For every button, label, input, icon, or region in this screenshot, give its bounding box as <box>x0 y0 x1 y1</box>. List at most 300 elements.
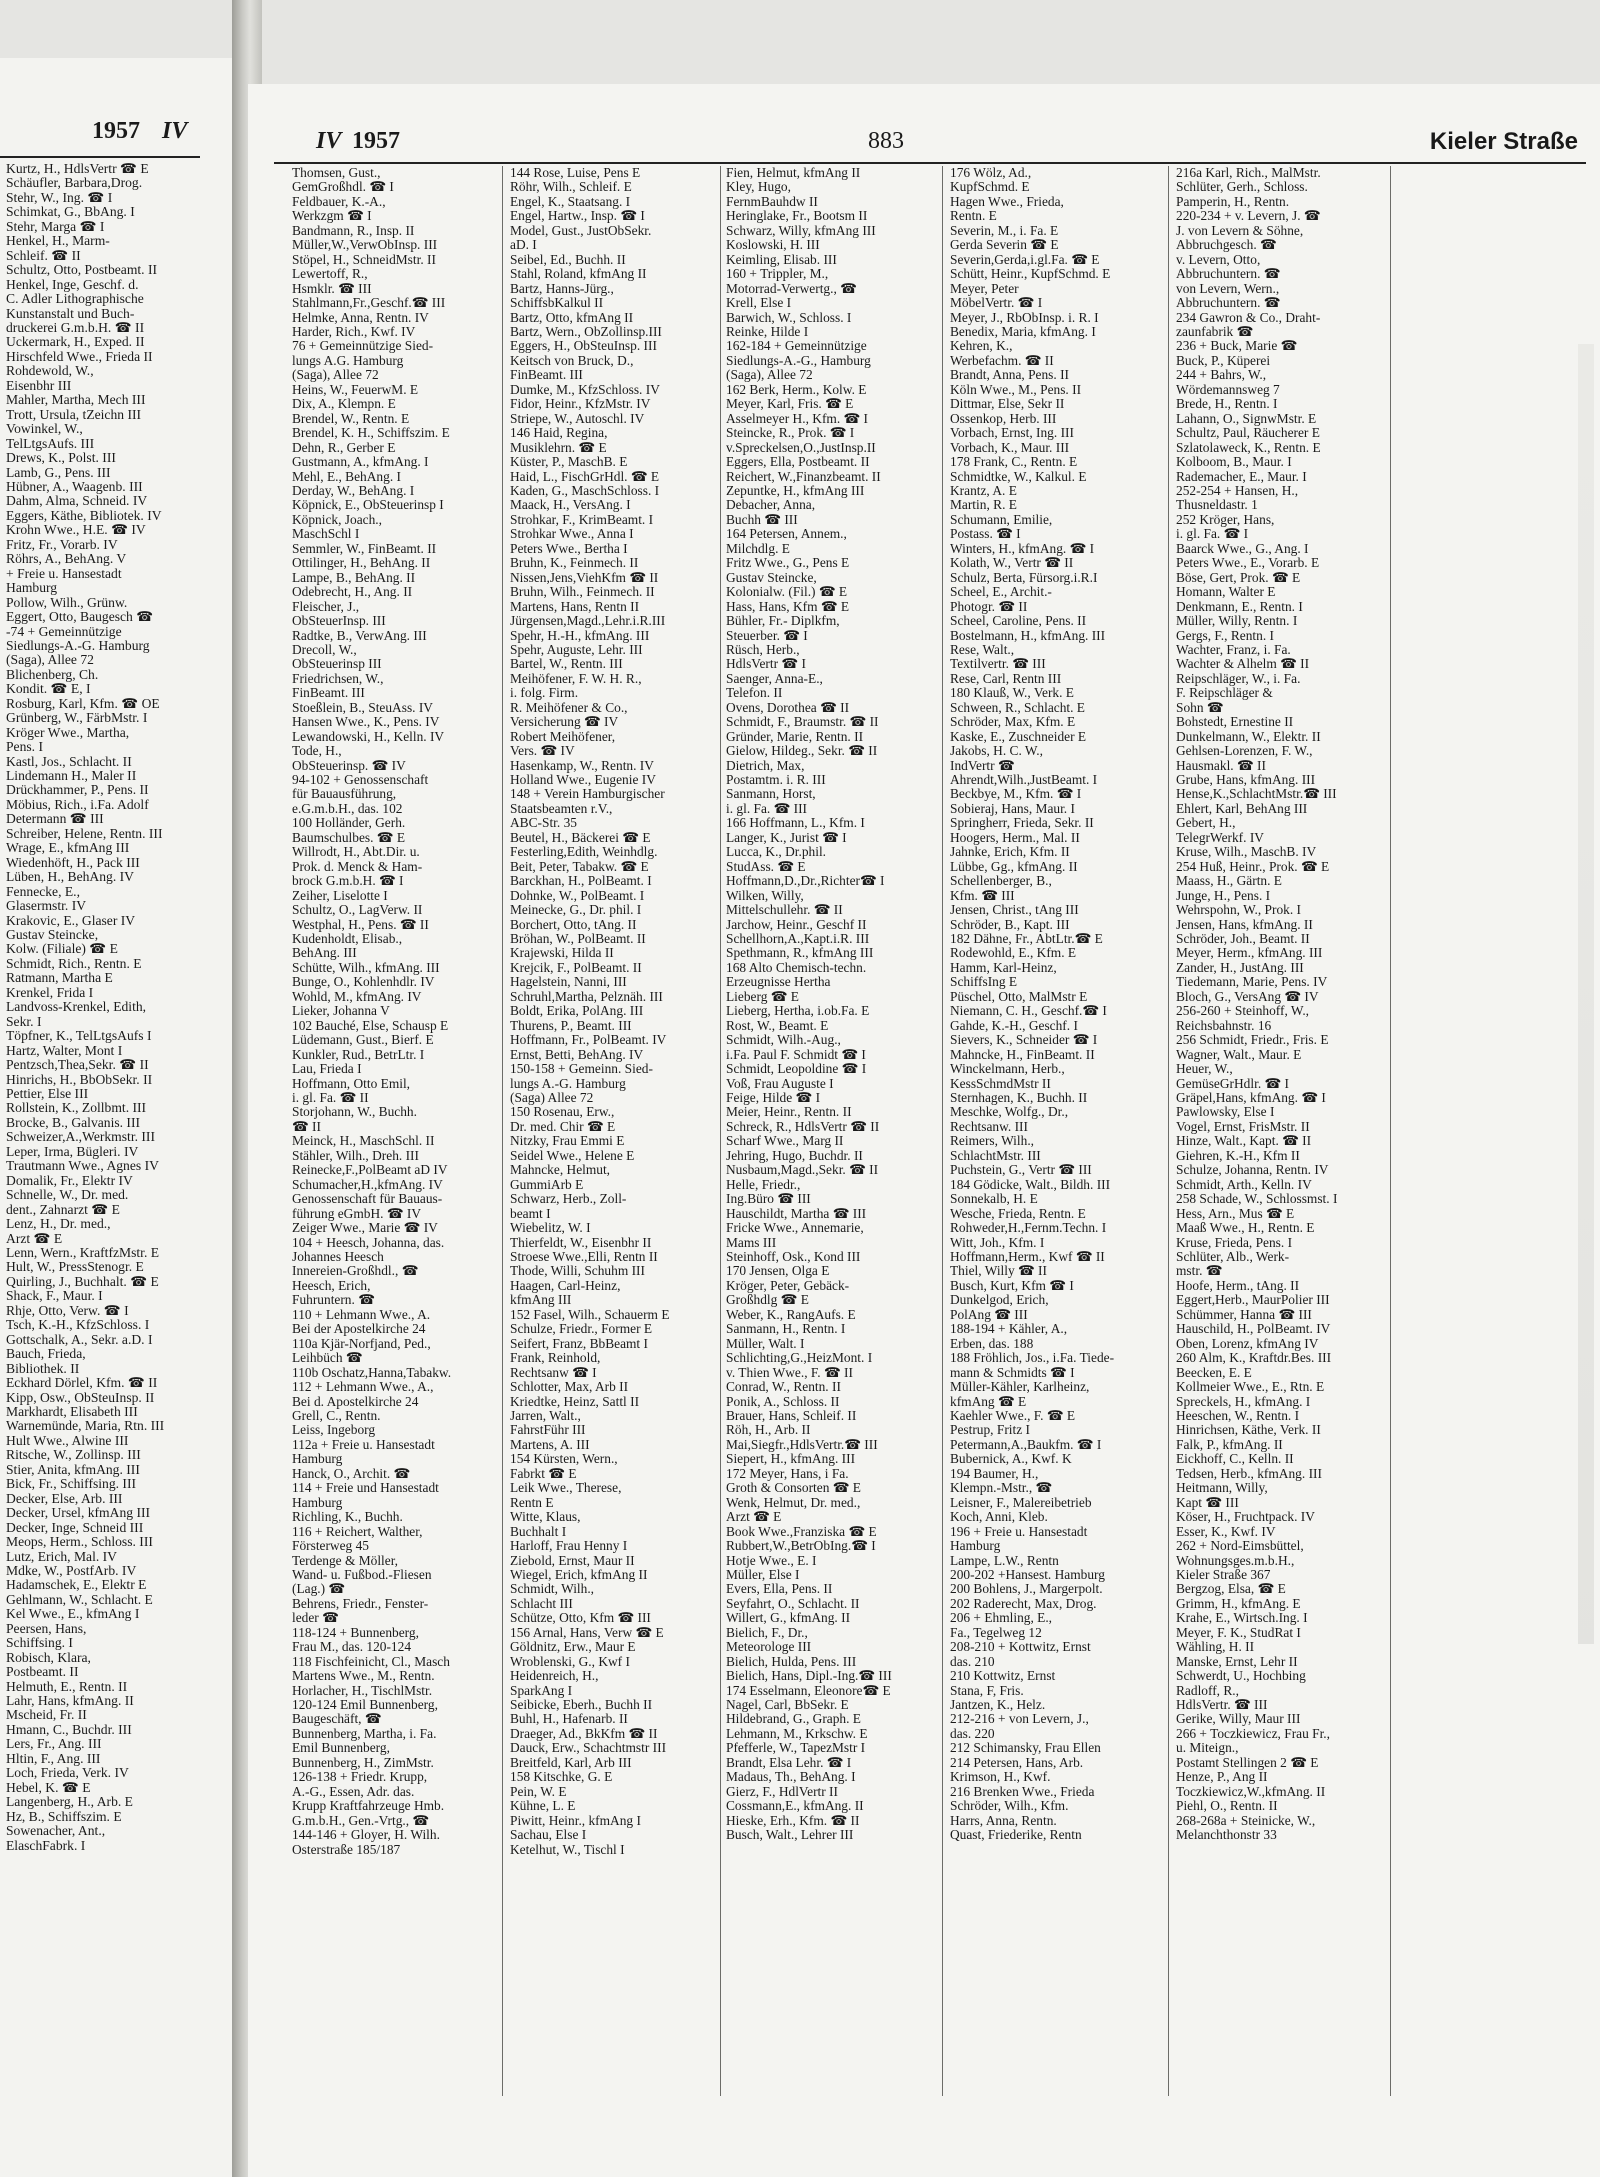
directory-entry: Hoffmann, Fr., PolBeamt. IV <box>510 1033 667 1048</box>
directory-entry: Maass, H., Gärtn. E <box>1176 874 1282 889</box>
left-page-entry: Drückhammer, P., Pens. II <box>6 783 149 798</box>
directory-entry: Kaehler Wwe., F. ☎ E <box>950 1408 1076 1423</box>
directory-column-3 <box>726 166 932 1843</box>
directory-entry: MaschSchl I <box>292 527 360 542</box>
directory-entry: Harloff, Frau Henny I <box>510 1539 628 1554</box>
directory-column-2 <box>510 166 716 1857</box>
directory-entry: Försterweg 45 <box>292 1539 369 1554</box>
left-page-entry: Brocke, B., Galvanis. III <box>6 1115 141 1130</box>
directory-entry: Willert, G., kfmAng. II <box>726 1611 851 1626</box>
directory-entry: 166 Hoffmann, L., Kfm. I <box>726 816 865 831</box>
directory-entry: Steuerber. ☎ I <box>726 628 808 643</box>
directory-entry: Bruhn, K., Feinmech. II <box>510 556 639 571</box>
directory-entry: Schwarz, Herb., Zoll- <box>510 1192 627 1207</box>
directory-entry: Groth & Consorten ☎ E <box>726 1481 861 1496</box>
directory-entry: Gründer, Marie, Rentn. II <box>726 729 864 744</box>
directory-entry: Feige, Hilde ☎ I <box>726 1091 821 1105</box>
directory-entry: Lieberg ☎ E <box>726 989 799 1004</box>
directory-entry: Schellenberger, B., <box>950 874 1052 889</box>
left-page-entry: Pens. I <box>6 740 44 755</box>
directory-entry: Heeschen, W., Rentn. I <box>1176 1408 1300 1423</box>
directory-entry: Frau M., das. 120-124 <box>292 1640 412 1655</box>
directory-entry: SchlachtMstr. III <box>950 1148 1041 1163</box>
directory-entry: Abbruchuntern. ☎ <box>1176 296 1281 311</box>
directory-entry: Westphal, H., Pens. ☎ II <box>292 917 429 932</box>
directory-entry: 184 Gödicke, Walt., Bildh. III <box>950 1177 1111 1192</box>
directory-entry: Cossmann,E., kfmAng. II <box>726 1799 864 1814</box>
directory-entry: Scharf Wwe., Marg II <box>726 1134 844 1149</box>
directory-entry: Mahncke, H., FinBeamt. II <box>950 1047 1095 1062</box>
directory-entry: Püschel, Otto, MalMstr E <box>950 989 1088 1004</box>
directory-entry: Spehr, H.-H., kfmAng. III <box>510 628 650 643</box>
directory-entry: Buchh ☎ III <box>726 512 798 527</box>
directory-entry: Krejcik, F., PolBeamt. II <box>510 960 642 975</box>
directory-entry: Grell, C., Rentn. <box>292 1408 381 1423</box>
left-page-entry: Töpfner, K., TelLtgsAufs I <box>6 1029 152 1044</box>
left-page-entry: Wrage, E., kfmAng III <box>6 841 130 856</box>
directory-entry: Meyer, Herm., kfmAng. III <box>1176 946 1323 961</box>
directory-entry: Kieler Straße 367 <box>1176 1567 1271 1582</box>
directory-entry: Mittelschullehr. ☎ II <box>726 903 843 918</box>
directory-entry: Hinze, Walt., Kapt. ☎ II <box>1176 1134 1312 1149</box>
directory-entry: Rademacher, E., Maur. I <box>1176 469 1307 484</box>
directory-entry: Homann, Walter E <box>1176 585 1276 600</box>
directory-entry: Tode, H., <box>292 744 342 759</box>
directory-entry: Hsmklr. ☎ III <box>292 281 372 296</box>
left-page-entry: Fennecke, E., <box>6 884 80 899</box>
left-page-entry: Peersen, Hans, <box>6 1621 87 1636</box>
directory-entry: 216 Brenken Wwe., Frieda <box>950 1784 1095 1799</box>
directory-entry: Meschke, Wolfg., Dr., <box>950 1105 1069 1120</box>
directory-entry: Gehlsen-Lorenzen, F. W., <box>1176 744 1313 759</box>
directory-entry: Ponik, A., Schloss. II <box>726 1394 840 1409</box>
directory-entry: Ing.Büro ☎ III <box>726 1192 811 1207</box>
directory-entry: Horlacher, H., TischlMstr. <box>292 1683 433 1698</box>
left-page-entry: Determann ☎ III <box>6 812 104 827</box>
directory-entry: 144 Rose, Luise, Pens E <box>510 166 641 180</box>
directory-entry: 236 + Buck, Marie ☎ <box>1176 339 1298 354</box>
directory-entry: Friedrichsen, W., <box>292 671 384 686</box>
directory-entry: Jürgensen,Magd.,Lehr.i.R.III <box>510 614 666 629</box>
directory-entry: Pfefferle, W., TapezMstr I <box>726 1741 866 1756</box>
directory-entry: Kriedtke, Heinz, Sattl II <box>510 1394 640 1409</box>
left-page-entry: Siedlungs-A.-G. Hamburg <box>6 638 150 653</box>
directory-entry: Robert Meihöfener, <box>510 729 616 744</box>
directory-entry: Schlüter, Alb., Werk- <box>1176 1249 1290 1264</box>
directory-entry: Zepuntke, H., kfmAng III <box>726 483 865 498</box>
directory-entry: Krajewski, Hilda II <box>510 946 614 961</box>
directory-entry: Kehren, K., <box>950 339 1013 354</box>
directory-entry: 194 Baumer, H., <box>950 1466 1039 1481</box>
directory-entry: Hieske, Erh., Kfm. ☎ II <box>726 1813 860 1828</box>
directory-entry: Eggert,Herb., MaurPolier III <box>1176 1293 1330 1308</box>
left-page-entry: Fritz, Fr., Vorarb. IV <box>6 537 118 552</box>
directory-entry: kfmAng III <box>510 1293 572 1308</box>
directory-entry: Schwarz, Willy, kfmAng III <box>726 223 876 238</box>
directory-entry: Emil Bunnenberg, <box>292 1741 390 1756</box>
left-page-entry: Ratmann, Martha E <box>6 971 113 986</box>
directory-entry: Müller-Kähler, Karlheinz, <box>950 1380 1090 1395</box>
directory-entry: Schmidt, Leopoldine ☎ I <box>726 1062 867 1077</box>
left-page-entry: Schimkat, G., BbAng. I <box>6 205 135 220</box>
directory-entry: J. von Levern & Söhne, <box>1176 223 1304 238</box>
column-divider <box>1390 166 1391 2096</box>
directory-entry: Schmidt, F., Braumstr. ☎ II <box>726 715 879 730</box>
directory-entry: 158 Kitschke, G. E <box>510 1770 613 1785</box>
directory-entry: e.G.m.b.H., das. 102 <box>292 801 403 816</box>
directory-entry: Bartel, W., Rentn. III <box>510 657 623 672</box>
directory-entry: lungs A.G. Hamburg <box>292 353 404 368</box>
directory-entry: Thurens, P., Beamt. III <box>510 1018 632 1033</box>
directory-entry: Schmidt, Wilh., <box>510 1582 595 1597</box>
directory-entry: 170 Jensen, Olga E <box>726 1264 830 1279</box>
directory-entry: Köpnick, Joach., <box>292 512 382 527</box>
directory-entry: Innereien-Großhdl., ☎ <box>292 1264 419 1279</box>
directory-entry: Buhl, H., Hafenarb. II <box>510 1712 628 1727</box>
directory-entry: Koslowski, H. III <box>726 238 820 253</box>
directory-entry: Wohld, M., kfmAng. IV <box>292 989 422 1004</box>
directory-entry: Heuer, W., <box>1176 1062 1233 1077</box>
left-page-entry: Sowenacher, Ant., <box>6 1824 106 1839</box>
directory-entry: Meyer, Peter <box>950 281 1019 296</box>
left-page-entry: Lenz, H., Dr. med., <box>6 1217 111 1232</box>
directory-entry: Winckelmann, Herb., <box>950 1062 1065 1077</box>
directory-entry: Ernst, Betti, BehAng. IV <box>510 1047 644 1062</box>
directory-entry: Oben, Lorenz, kfmAng IV <box>1176 1336 1319 1351</box>
directory-entry: Krimson, H., Kwf. <box>950 1770 1051 1785</box>
directory-entry: Bartz, Hanns-Jürg., <box>510 281 614 296</box>
left-page-entry: Sekr. I <box>6 1014 42 1029</box>
directory-entry: Meyer, Karl, Fris. ☎ E <box>726 397 854 412</box>
directory-entry: 200 Bohlens, J., Margerpolt. <box>950 1582 1103 1597</box>
directory-entry: Bielich, F., Dr., <box>726 1625 808 1640</box>
directory-entry: Brauer, Hans, Schleif. II <box>726 1408 857 1423</box>
directory-entry: Maack, H., VersAng. I <box>510 498 631 513</box>
directory-entry: Wagner, Walt., Maur. E <box>1176 1047 1302 1062</box>
directory-entry: Gergs, F., Rentn. I <box>1176 628 1274 643</box>
directory-entry: Thode, Willi, Schuhm III <box>510 1264 645 1279</box>
directory-entry: Dumke, M., KfzSchloss. IV <box>510 382 660 397</box>
directory-entry: Model, Gust., JustObSekr. <box>510 223 652 238</box>
directory-entry: Kolboom, B., Maur. I <box>1176 455 1292 470</box>
directory-entry: Fabrkt ☎ E <box>510 1466 577 1481</box>
directory-entry: Thiel, Willy ☎ II <box>950 1264 1047 1279</box>
directory-entry: Vorbach, K., Maur. III <box>950 440 1070 455</box>
directory-entry: Fuhruntern. ☎ <box>292 1293 375 1308</box>
directory-entry: Siedlungs-A.-G., Hamburg <box>726 353 871 368</box>
directory-entry: Pein, W. E <box>510 1784 567 1799</box>
directory-entry: Leihbüch ☎ <box>292 1351 363 1366</box>
directory-entry: 258 Schade, W., Schlossmst. I <box>1176 1192 1338 1207</box>
directory-entry: Severin, M., i. Fa. E <box>950 223 1059 238</box>
directory-entry: Harder, Rich., Kwf. IV <box>292 324 416 339</box>
directory-entry: Hagen Wwe., Frieda, <box>950 194 1064 209</box>
directory-entry: Kröger, Peter, Gebäck- <box>726 1278 850 1293</box>
left-page-entry: Kunstanstalt und Buch- <box>6 306 135 321</box>
directory-entry: Schulze, Johanna, Rentn. IV <box>1176 1163 1329 1178</box>
directory-entry: Schmidt, Arth., Kelln. IV <box>1176 1177 1312 1192</box>
left-page-entry: Domalik, Fr., Elektr IV <box>6 1173 133 1188</box>
left-page-entry: Schweizer,A.,Werkmstr. III <box>6 1130 155 1145</box>
left-page-entry: Vowinkel, W., <box>6 422 83 437</box>
directory-entry: das. 220 <box>950 1726 995 1741</box>
directory-entry: A.-G., Essen, Adr. das. <box>292 1784 415 1799</box>
directory-entry: 268-268a + Steinicke, W., <box>1176 1813 1316 1828</box>
left-page-entry: TelLtgsAufs. III <box>6 436 95 451</box>
directory-entry: 160 + Trippler, M., <box>726 267 829 282</box>
directory-entry: Spreckels, H., kfmAng. I <box>1176 1394 1311 1409</box>
directory-entry: Meinck, H., MaschSchl. II <box>292 1134 435 1149</box>
directory-entry: Rentn. E <box>950 209 997 224</box>
directory-entry: mann & Schmidts ☎ I <box>950 1365 1075 1380</box>
directory-entry: Hamm, Karl-Heinz, <box>950 960 1057 975</box>
directory-entry: Benedix, Maria, kfmAng. I <box>950 324 1096 339</box>
directory-entry: Dohnke, W., PolBeamt. I <box>510 888 645 903</box>
directory-entry: 182 Dähne, Fr., AbtLtr.☎ E <box>950 932 1103 947</box>
left-page-entry: Henkel, H., Marm- <box>6 234 110 249</box>
directory-entry: Seibicke, Eberh., Buchh II <box>510 1698 653 1713</box>
directory-entry: Hamburg <box>292 1495 343 1510</box>
directory-entry: Keimling, Elisab. III <box>726 252 837 267</box>
directory-entry: Hildebrand, G., Graph. E <box>726 1712 861 1727</box>
directory-entry: Schröder, B., Kapt. III <box>950 917 1070 932</box>
directory-entry: Schwerdt, U., Hochbing <box>1176 1669 1306 1684</box>
directory-entry: Petermann,A.,Baukfm. ☎ I <box>950 1437 1102 1452</box>
directory-entry: Dauck, Erw., Schachtmstr III <box>510 1741 667 1756</box>
directory-column-1 <box>292 166 498 1857</box>
directory-entry: TelegrWerkf. IV <box>1176 830 1264 845</box>
directory-entry: 150 Rosenau, Erw., <box>510 1105 615 1120</box>
left-page-entry: Hebel, K. ☎ E <box>6 1780 91 1795</box>
directory-entry: Bunnenberg, H., ZimMstr. <box>292 1755 434 1770</box>
directory-entry: Gerda Severin ☎ E <box>950 238 1059 253</box>
directory-entry: Lehmann, M., Krkschw. E <box>726 1726 868 1741</box>
directory-entry: Thusneldastr. 1 <box>1176 498 1258 513</box>
directory-entry: 146 Haid, Regina, <box>510 426 608 441</box>
directory-entry: Striepe, W., Autoschl. IV <box>510 411 645 426</box>
directory-entry: Ehlert, Karl, BehAng III <box>1176 801 1308 816</box>
directory-entry: Bielich, Hulda, Pens. III <box>726 1654 857 1669</box>
directory-entry: 212-216 + von Levern, J., <box>950 1712 1089 1727</box>
directory-entry: Schween, R., Schlacht. E <box>950 700 1085 715</box>
directory-entry: Dehn, R., Gerber E <box>292 440 396 455</box>
page-edge-shadow <box>1578 344 1594 1644</box>
directory-entry: Sanmann, Horst, <box>726 787 816 802</box>
directory-entry: Barwich, W., Schloss. I <box>726 310 852 325</box>
directory-entry: 200-202 +Hansest. Hamburg <box>950 1567 1105 1582</box>
left-page-entry: Stehr, Marga ☎ I <box>6 219 105 234</box>
directory-entry: Gräpel,Hans, kfmAng. ☎ I <box>1176 1091 1326 1105</box>
directory-entry: FahrstFühr III <box>510 1423 586 1438</box>
directory-entry: Reinke, Hilde I <box>726 324 809 339</box>
directory-entry: führung eGmbH. ☎ IV <box>292 1206 421 1221</box>
directory-entry: Denkmann, E., Rentn. I <box>1176 599 1303 614</box>
directory-entry: Photogr. ☎ II <box>950 599 1028 614</box>
directory-entry: SchiffsbKalkul II <box>510 296 604 311</box>
directory-entry: 252 Kröger, Hans, <box>1176 512 1275 527</box>
left-page-entry: Ritsche, W., Zollinsp. III <box>6 1448 141 1463</box>
directory-entry: Stroese Wwe.,Elli, Rentn II <box>510 1249 658 1264</box>
directory-entry: Fritz Wwe., G., Pens E <box>726 556 850 571</box>
directory-entry: Willrodt, H., Abt.Dir. u. <box>292 845 420 860</box>
directory-entry: Dietrich, Max, <box>726 758 805 773</box>
directory-entry: kfmAng ☎ E <box>950 1394 1027 1409</box>
directory-entry: 252-254 + Hansen, H., <box>1176 483 1299 498</box>
directory-entry: Postamt Stellingen 2 ☎ E <box>1176 1755 1319 1770</box>
directory-entry: Röh, H., Arb. II <box>726 1423 811 1438</box>
page-year: 1957 <box>352 128 400 154</box>
directory-entry: Asselmeyer H., Kfm. ☎ I <box>726 411 869 426</box>
left-page-entry: Lamb, G., Pens. III <box>6 465 111 480</box>
directory-entry: Strohkar, F., KrimBeamt. I <box>510 512 654 527</box>
directory-entry: Wroblenski, G., Kwf I <box>510 1654 630 1669</box>
directory-entry: Bohstedt, Ernestine II <box>1176 715 1294 730</box>
directory-entry: Lampe, B., BehAng. II <box>292 570 416 585</box>
directory-entry: Hoogers, Herm., Mal. II <box>950 830 1080 845</box>
directory-entry: 216a Karl, Rich., MalMstr. <box>1176 166 1321 180</box>
directory-entry: Heesch, Erich, <box>292 1278 371 1293</box>
left-page-entry: Gottschalk, A., Sekr. a.D. I <box>6 1332 153 1347</box>
directory-entry: Piehl, O., Rentn. II <box>1176 1799 1278 1814</box>
directory-entry: FernmBauhdw II <box>726 194 818 209</box>
directory-entry: Staatsbeamten r.V., <box>510 801 613 816</box>
directory-entry: Semmler, W., FinBeamt. II <box>292 541 437 556</box>
directory-entry: Thierfeldt, W., Eisenbhr II <box>510 1235 652 1250</box>
left-page-entry: Schnelle, W., Dr. med. <box>6 1188 129 1203</box>
directory-entry: Bloch, G., VersAng ☎ IV <box>1176 989 1319 1004</box>
directory-entry: 254 Huß, Heinr., Prok. ☎ E <box>1176 859 1330 874</box>
directory-entry: 100 Holländer, Gerh. <box>292 816 406 831</box>
left-page-entry: Hübner, A., Waagenb. III <box>6 479 143 494</box>
directory-entry: Helle, Friedr., <box>726 1177 801 1192</box>
directory-entry: Hess, Arn., Mus ☎ E <box>1176 1206 1295 1221</box>
directory-entry: i. gl. Fa. ☎ I <box>1176 527 1249 542</box>
left-page-entry: dent., Zahnarzt ☎ E <box>6 1202 120 1217</box>
left-page-entry: Kel Wwe., E., kfmAng I <box>6 1607 140 1622</box>
directory-entry: Schröder, Max, Kfm. E <box>950 715 1076 730</box>
directory-entry: Voß, Frau Auguste I <box>726 1076 834 1091</box>
directory-entry: Wand- u. Fußbod.-Fliesen <box>292 1567 432 1582</box>
left-page-entry: Hadamschek, E., Elektr E <box>6 1578 147 1593</box>
left-page-entry: Mahler, Martha, Mech III <box>6 393 146 408</box>
directory-entry: aD. I <box>510 238 537 253</box>
directory-entry: Seidel Wwe., Helene E <box>510 1148 635 1163</box>
directory-entry: i. folg. Firm. <box>510 686 579 701</box>
directory-entry: Arzt ☎ E <box>726 1510 782 1525</box>
directory-entry: Schütze, Otto, Kfm ☎ III <box>510 1611 651 1626</box>
directory-entry: 180 Klauß, W., Verk. E <box>950 686 1074 701</box>
directory-entry: Schulz, Berta, Fürsorg.i.R.I <box>950 570 1098 585</box>
directory-entry: Bubernick, A., Kwf. K <box>950 1452 1072 1467</box>
directory-entry: (Lag.) ☎ <box>292 1582 346 1597</box>
directory-entry: Prok. d. Menck & Ham- <box>292 859 423 874</box>
left-page-entry: Shack, F., Maur. I <box>6 1289 103 1304</box>
directory-entry: Falk, P., kfmAng. II <box>1176 1437 1283 1452</box>
directory-entry: Wesche, Frieda, Rentn. E <box>950 1206 1086 1221</box>
directory-entry: Abbruchuntern. ☎ <box>1176 267 1281 282</box>
directory-entry: Schütt, Heinr., KupfSchmd. E <box>950 267 1111 282</box>
directory-entry: 172 Meyer, Hans, i Fa. <box>726 1466 849 1481</box>
directory-entry: Ovens, Dorothea ☎ II <box>726 700 850 715</box>
directory-entry: Mams III <box>726 1235 777 1250</box>
directory-entry: Jantzen, K., Helz. <box>950 1698 1046 1713</box>
left-page-entry: Meops, Herm., Schloss. III <box>6 1535 153 1550</box>
directory-entry: Hamburg <box>950 1539 1001 1554</box>
directory-entry: (Saga), Allee 72 <box>292 368 379 383</box>
directory-entry: Bei der Apostelkirche 24 <box>292 1322 426 1337</box>
directory-entry: Holland Wwe., Eugenie IV <box>510 773 656 788</box>
directory-entry: Klempn.-Mstr., ☎ <box>950 1481 1053 1496</box>
directory-entry: zaunfabrik ☎ <box>1176 324 1254 339</box>
directory-entry: (Saga), Allee 72 <box>726 368 813 383</box>
directory-entry: Schultz, O., LagVerw. II <box>292 903 423 918</box>
directory-entry: Gerike, Willy, Maur III <box>1176 1712 1301 1727</box>
directory-entry: Storjohann, W., Buchh. <box>292 1105 417 1120</box>
directory-entry: Hass, Hans, Kfm ☎ E <box>726 599 850 614</box>
directory-entry: Melanchthonstr 33 <box>1176 1828 1277 1843</box>
left-page-entry: Kipp, Osw., ObSteuInsp. II <box>6 1390 155 1405</box>
left-page-entry: Hmann, C., Buchdr. III <box>6 1722 132 1737</box>
directory-entry: Werbefachm. ☎ II <box>950 353 1054 368</box>
directory-entry: Erzeugnisse Hertha <box>726 975 831 990</box>
left-page-entry: Grünberg, W., FärbMstr. I <box>6 711 148 726</box>
left-page-entry: Gustav Steincke, <box>6 928 99 943</box>
directory-entry: v.Spreckelsen,O.,JustInsp.II <box>726 440 876 455</box>
directory-entry: Drecoll, W., <box>292 642 357 657</box>
directory-entry: Versicherung ☎ IV <box>510 715 619 730</box>
directory-entry: Krantz, A. E <box>950 483 1017 498</box>
left-page-entry: Hirschfeld Wwe., Frieda II <box>6 349 153 364</box>
left-page-entry: C. Adler Lithographische <box>6 292 144 307</box>
directory-entry: Schlüter, Gerh., Schloss. <box>1176 180 1308 195</box>
directory-entry: Thomsen, Gust., <box>292 166 381 180</box>
left-page-entry: Robisch, Klara, <box>6 1650 91 1665</box>
directory-entry: Wiebelitz, W. I <box>510 1221 591 1236</box>
directory-entry: Borchert, Otto, tAng. II <box>510 917 637 932</box>
left-page-entry: Glasermstr. IV <box>6 899 87 914</box>
directory-entry: Schulze, Friedr., Former E <box>510 1322 653 1337</box>
directory-entry: Lübbe, Gg., kfmAng. II <box>950 859 1078 874</box>
directory-entry: Johannes Heesch <box>292 1249 384 1264</box>
directory-entry: Jarchow, Heinr., Geschf II <box>726 917 867 932</box>
directory-entry: Stöpel, H., SchneidMstr. II <box>292 252 436 267</box>
directory-entry: GemGroßhdl. ☎ I <box>292 180 394 195</box>
directory-entry: Motorrad-Verwertg., ☎ <box>726 281 857 296</box>
left-page-entry: Bauch, Frieda, <box>6 1347 86 1362</box>
left-page-entry: Langenberg, H., Arb. E <box>6 1795 133 1810</box>
directory-entry: 188-194 + Kähler, A., <box>950 1322 1068 1337</box>
directory-entry: Krupp Kraftfahrzeuge Hmb. <box>292 1799 445 1814</box>
directory-entry: 126-138 + Friedr. Krupp, <box>292 1770 428 1785</box>
directory-entry: Sobieraj, Hans, Maur. I <box>950 801 1075 816</box>
directory-entry: Peters Wwe., E., Vorarb. E <box>1176 556 1320 571</box>
directory-entry: Busch, Walt., Lehrer III <box>726 1828 854 1843</box>
directory-entry: GemüseGrHdlr. ☎ I <box>1176 1076 1289 1091</box>
directory-entry: Ahrendt,Wilh.,JustBeamt. I <box>950 773 1098 788</box>
directory-entry: Wachter & Alhelm ☎ II <box>1176 657 1310 672</box>
directory-entry: Scheel, Caroline, Pens. II <box>950 614 1087 629</box>
left-page-entry: Schäufler, Barbara,Drog. <box>6 176 143 191</box>
directory-entry: Kapt ☎ III <box>1176 1495 1239 1510</box>
directory-entry: Hoffmann, Otto Emil, <box>292 1076 411 1091</box>
left-page-entry: Rosburg, Karl, Kfm. ☎ OE <box>6 696 160 711</box>
directory-entry: Schmidt, Wilh.-Aug., <box>726 1033 841 1048</box>
directory-entry: Brandt, Elsa Lehr. ☎ I <box>726 1755 852 1770</box>
directory-entry: Bandmann, R., Insp. II <box>292 223 415 238</box>
directory-entry: Kley, Hugo, <box>726 180 791 195</box>
left-page-entry: Gehlmann, W., Schlacht. E <box>6 1592 153 1607</box>
directory-column-5 <box>1176 166 1382 1843</box>
